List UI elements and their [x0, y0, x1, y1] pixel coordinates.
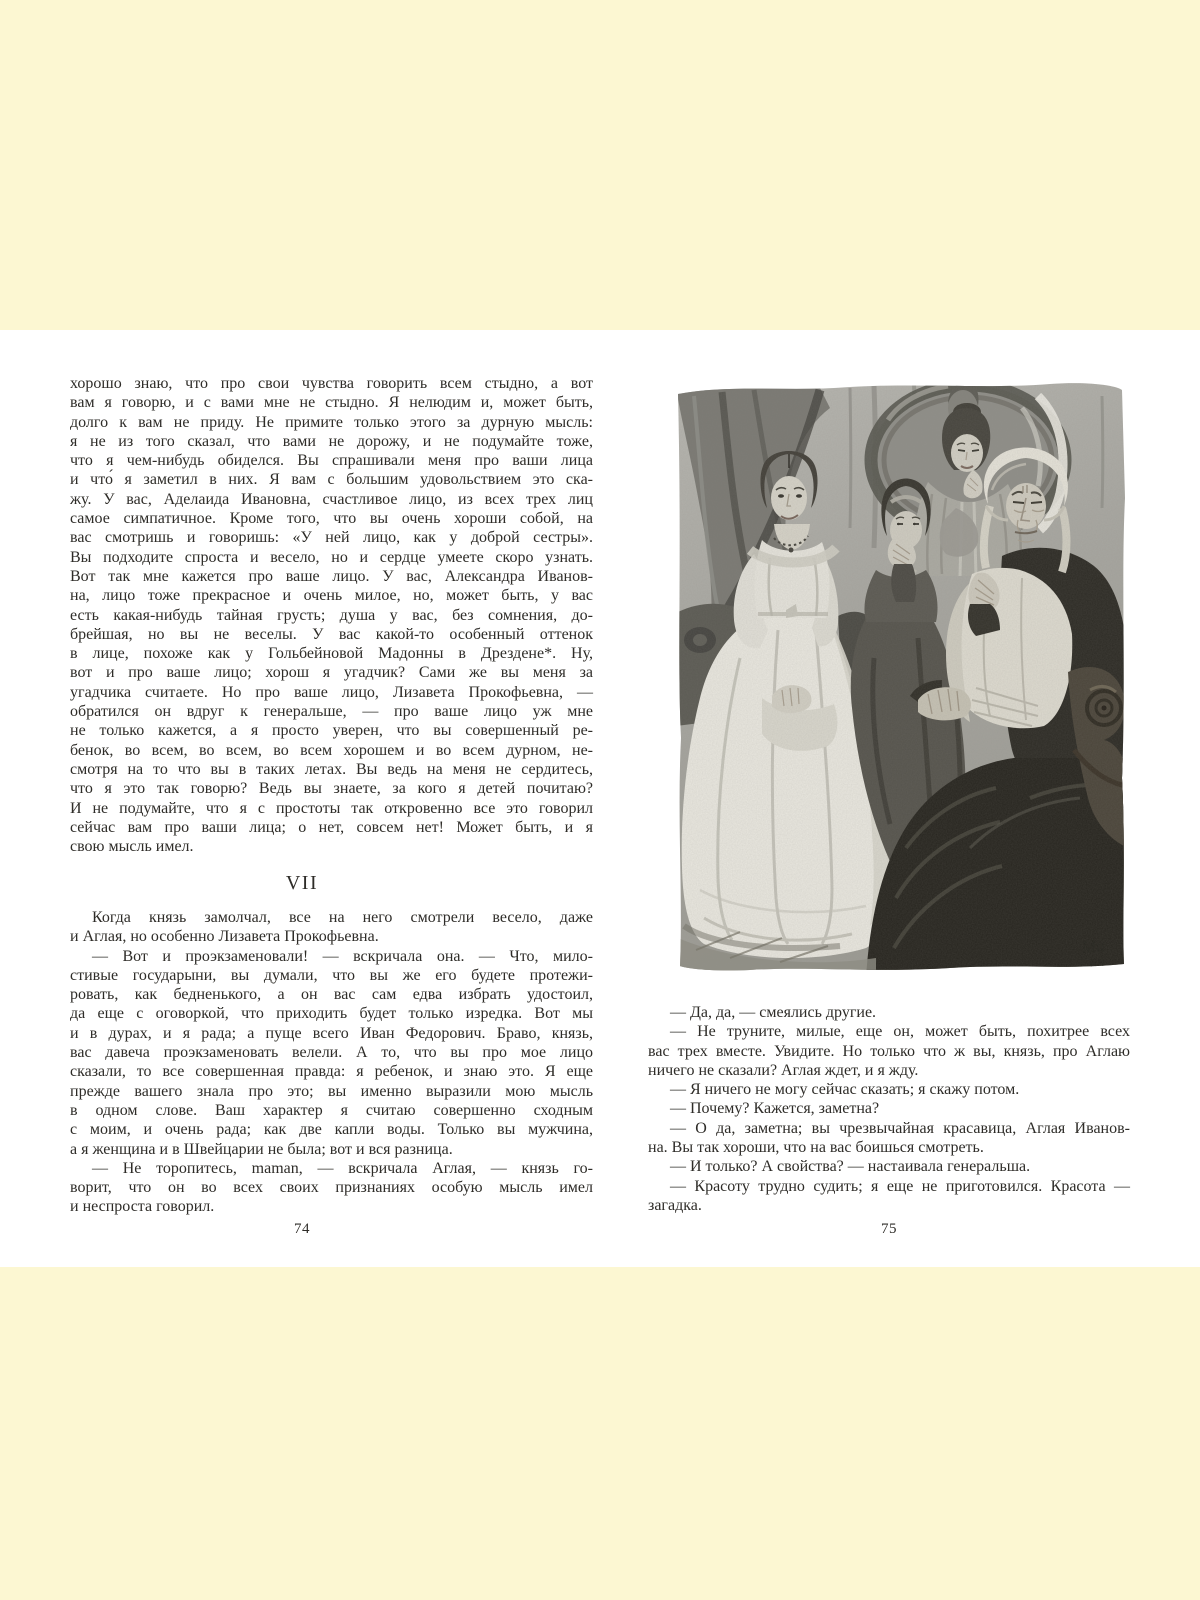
text-line: угадчика считаете. Но про ваше лицо, Лизавета Прокофьевна, —	[70, 683, 593, 701]
text-line: да еще с оговоркой, что приходить будет только изредка. Вот мы	[70, 1005, 593, 1023]
text-line: жу. У вас, Аделаида Ивановна, счастливое лицо, из всех трех лиц	[70, 490, 593, 508]
text-line: Вы подходите спроста и весело, но и сердце умеете скоро узнать.	[70, 548, 593, 566]
text-line: — Я ничего не могу сейчас сказать; я скажу потом.	[670, 1081, 1020, 1099]
text-line: смотря на то что вы в таких летах. Вы ведь на меня не сердитесь,	[70, 760, 593, 778]
page-number-left: 74	[294, 1221, 310, 1237]
text-line: сейчас вам про ваши лица; о нет, совсем нет! Может быть, и я	[70, 818, 593, 836]
text-line: вам я говорю, и с вами мне не стыдно. Я нелюдим и, может быть,	[70, 394, 593, 412]
text-line: И не подумайте, что я с простоты так откровенно все это говорил	[70, 799, 593, 817]
text-line: брейшая, но вы не веселы. У вас какой-то особенный оттенок	[70, 625, 593, 643]
text-line: не только кажется, а я просто уверен, что вы совершенный ре-	[70, 722, 593, 740]
text-line: вас давеча проэкзаменовать велели. А то, что вы про мое лицо	[70, 1044, 593, 1062]
text-line: в лице, похоже как у Гольбейновой Мадонны в Дрездене*. Ну,	[70, 645, 593, 663]
text-line: — Да, да, — смеялись другие.	[670, 1004, 877, 1021]
text-line: что я это так говорю? Ведь вы знаете, за кого я детей почитаю?	[70, 780, 593, 798]
text-line: бенок, во всем, во всем, во всем хорошем и во всем дурном, не-	[70, 741, 593, 759]
text-line: Вот так мне кажется про ваше лицо. У вас, Александра Иванов-	[70, 567, 593, 585]
book-pages	[0, 330, 1200, 1267]
text-line: свою мысль имел.	[70, 838, 194, 856]
text-line: вас трех вместе. Увидите. Но только что ж вы, князь, про Аглаю	[648, 1042, 1130, 1060]
text-line: долго к вам не приду. Не примите только этого за дурную мысль:	[70, 413, 593, 431]
text-line: на. Вы так хороши, что на вас боишься смотреть.	[648, 1139, 984, 1157]
book-illustration	[670, 378, 1130, 977]
text-line: — Не торопитесь, maman, — вскричала Аглая, — князь го-	[92, 1159, 593, 1177]
chapter-heading: VII	[285, 872, 319, 894]
left-page-text-upper	[70, 374, 593, 856]
text-line: в одном слове. Ваш характер я считаю совершенно сходным	[70, 1101, 593, 1119]
text-line: и в дурах, и я рада; а пуще всего Иван Федорович. Браво, князь,	[70, 1024, 593, 1042]
pencil-grain-texture	[670, 378, 1130, 977]
text-line: и что́ я заметил в них. Я вам с большим удовольствием это ска-	[70, 471, 593, 489]
text-line: и неспроста говорил.	[70, 1198, 215, 1216]
text-line: самое симпатичное. Кроме того, что вы очень хороши собой, на	[70, 510, 593, 528]
text-line: — Не труните, милые, еще он, может быть, похитрее всех	[670, 1023, 1130, 1041]
text-line: вот и про ваше лицо; хорош я угадчик? Сами же вы меня за	[70, 664, 593, 682]
text-line: что я чем-нибудь обиделся. Вы спрашивали меня про ваши лица	[70, 452, 593, 470]
text-line: Когда князь замолчал, все на него смотрели весело, даже	[92, 909, 593, 926]
text-line: вас смотришь и говоришь: «У ней лицо, как у доброй сестры».	[70, 529, 593, 547]
text-line: — Красоту трудно судить; я еще не приготовился. Красота —	[670, 1177, 1130, 1195]
text-line: загадка.	[648, 1196, 702, 1214]
text-line: — Вот и проэкзаменовали! — вскричала она. — Что, мило-	[92, 947, 593, 965]
text-line: ворит, что он во всех своих признаниях особую мысль имел	[70, 1179, 593, 1197]
text-line: а я женщина и в Швейцарии не была; вот и вся разница.	[70, 1140, 453, 1158]
text-line: — Почему? Кажется, заметна?	[670, 1100, 880, 1118]
text-line: хорошо знаю, что про свои чувства говорить всем стыдно, а вот	[70, 375, 593, 392]
text-line: есть какая-нибудь тайная грусть; душа у вас, без сомнения, до-	[70, 606, 593, 624]
text-line: я не из того сказал, что вами не дорожу, и не подумайте тоже,	[70, 432, 593, 450]
right-page-text	[648, 1003, 1130, 1215]
text-line: ничего не сказали? Аглая ждет, и я жду.	[648, 1061, 919, 1079]
text-line: сказали, то все совершенная правда: я ребенок, и знаю это. Я еще	[70, 1063, 593, 1081]
text-line: на, лицо тоже прекрасное и очень милое, но, может быть, у вас	[70, 587, 593, 605]
left-page-text-lower	[70, 908, 593, 1217]
text-line: — О да, заметна; вы чрезвычайная красавица, Аглая Иванов-	[670, 1119, 1130, 1137]
text-line: стивые государыни, вы думали, что вы же его будете протежи-	[70, 966, 593, 984]
text-line: ровать, как бедненького, а он вас сам едва избрать удостоил,	[70, 986, 593, 1004]
text-line: и Аглая, но особенно Лизавета Прокофьевна.	[70, 928, 379, 946]
text-line: прежде вашего знала про это; вы именно выразили мою мысль	[70, 1082, 593, 1100]
text-line: обратился он вдруг к генеральше, — про ваше лицо уж мне	[70, 703, 593, 721]
page-number-right: 75	[881, 1221, 897, 1237]
text-line: — И только? А свойства? — настаивала генеральша.	[670, 1158, 1031, 1176]
text-line: с моим, и очень рада; как две капли воды. Только вы мужчина,	[70, 1121, 593, 1139]
